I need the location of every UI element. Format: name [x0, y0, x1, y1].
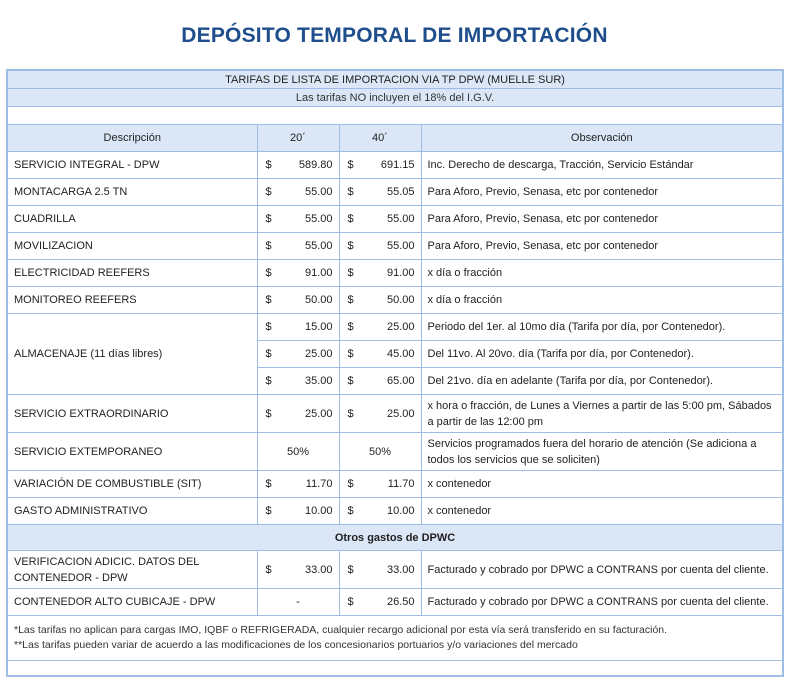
value-40ft: 45.00 — [386, 348, 415, 360]
row-observation: x día o fracción — [421, 287, 783, 314]
row-description: ELECTRICIDAD REEFERS — [7, 260, 257, 287]
currency-symbol: $ — [265, 348, 272, 360]
currency-symbol: $ — [265, 563, 272, 576]
value-40ft: 25.00 — [386, 407, 415, 420]
header-20ft: 20´ — [257, 125, 339, 152]
table-row — [7, 433, 783, 471]
value-20ft: 15.00 — [304, 321, 333, 333]
value-20ft: 55.00 — [304, 240, 333, 252]
currency-symbol: $ — [347, 186, 354, 198]
table-row — [7, 287, 783, 314]
value-20ft: 91.00 — [304, 267, 333, 279]
table-row — [7, 260, 783, 287]
value-40ft: 65.00 — [386, 375, 415, 387]
currency-symbol: $ — [265, 186, 272, 198]
value-20ft: 35.00 — [304, 375, 333, 387]
currency-symbol: $ — [347, 159, 354, 171]
tariff-table — [6, 69, 784, 677]
currency-symbol: $ — [347, 505, 354, 517]
value-40ft: 50.00 — [386, 294, 415, 306]
currency-symbol: $ — [347, 321, 354, 333]
row-description: CONTENEDOR ALTO CUBICAJE - DPW — [7, 589, 257, 616]
value-20ft: 33.00 — [304, 563, 333, 576]
value-40ft: 10.00 — [386, 505, 415, 517]
currency-symbol: $ — [347, 240, 354, 252]
table-row — [7, 395, 783, 433]
table-row — [7, 551, 783, 589]
spacer-row — [7, 661, 783, 677]
value-20ft: 55.00 — [304, 213, 333, 225]
value-20ft: - — [257, 589, 339, 616]
row-description: VERIFICACION ADICIC. DATOS DEL CONTENEDOR - DPW — [7, 551, 257, 589]
value-40ft: 50% — [339, 433, 421, 471]
currency-symbol: $ — [265, 375, 272, 387]
header-40ft: 40´ — [339, 125, 421, 152]
section-header-other-charges: Otros gastos de DPWC — [7, 525, 783, 551]
row-description: GASTO ADMINISTRATIVO — [7, 498, 257, 525]
row-observation: Servicios programados fuera del horario de atención (Se adiciona a todos los servicios que se soliciten) — [421, 433, 783, 471]
currency-symbol: $ — [265, 240, 272, 252]
currency-symbol: $ — [265, 478, 272, 490]
value-20ft: 55.00 — [304, 186, 333, 198]
row-description: VARIACIÓN DE COMBUSTIBLE (SIT) — [7, 471, 257, 498]
currency-symbol: $ — [347, 348, 354, 360]
currency-symbol: $ — [347, 294, 354, 306]
spacer-row — [7, 107, 783, 125]
page-title: DEPÓSITO TEMPORAL DE IMPORTACIÓN — [181, 24, 608, 47]
row-description: SERVICIO EXTRAORDINARIO — [7, 395, 257, 433]
currency-symbol: $ — [347, 375, 354, 387]
row-observation: Para Aforo, Previo, Senasa, etc por contenedor — [421, 206, 783, 233]
row-description: SERVICIO INTEGRAL - DPW — [7, 152, 257, 179]
table-row — [7, 152, 783, 179]
table-row — [7, 471, 783, 498]
row-description: CUADRILLA — [7, 206, 257, 233]
value-40ft: 11.70 — [387, 478, 415, 490]
header-observation: Observación — [421, 125, 783, 152]
value-20ft: 25.00 — [304, 348, 333, 360]
header-description: Descripción — [7, 125, 257, 152]
row-observation: Periodo del 1er. al 10mo día (Tarifa por día, por Contenedor). — [421, 314, 783, 341]
currency-symbol: $ — [347, 478, 354, 490]
value-40ft: 691.15 — [380, 159, 415, 171]
currency-symbol: $ — [347, 213, 354, 225]
table-row — [7, 498, 783, 525]
table-row — [7, 589, 783, 616]
row-description: MONITOREO REEFERS — [7, 287, 257, 314]
value-20ft: 10.00 — [304, 505, 333, 517]
row-description: MOVILIZACION — [7, 233, 257, 260]
row-observation: x hora o fracción, de Lunes a Viernes a partir de las 5:00 pm, Sábados a partir de las 12:00 pm — [421, 395, 783, 433]
value-40ft: 25.00 — [386, 321, 415, 333]
row-observation: Facturado y cobrado por DPWC a CONTRANS por cuenta del cliente. — [421, 551, 783, 589]
value-20ft: 589.80 — [298, 159, 333, 171]
row-observation: x día o fracción — [421, 260, 783, 287]
value-20ft: 50.00 — [304, 294, 333, 306]
table-row — [7, 206, 783, 233]
currency-symbol: $ — [265, 267, 272, 279]
row-observation: Inc. Derecho de descarga, Tracción, Servicio Estándar — [421, 152, 783, 179]
currency-symbol: $ — [265, 213, 272, 225]
value-40ft: 91.00 — [386, 267, 415, 279]
footnotes — [7, 616, 783, 661]
currency-symbol: $ — [347, 596, 354, 608]
value-20ft: 11.70 — [305, 478, 333, 490]
row-observation: Facturado y cobrado por DPWC a CONTRANS por cuenta del cliente. — [421, 589, 783, 616]
row-observation: x contenedor — [421, 498, 783, 525]
currency-symbol: $ — [347, 563, 354, 576]
footnote: **Las tarifas pueden variar de acuerdo a las modificaciones de los concesionarios portuarios y/o variaciones del mercado — [14, 639, 578, 651]
currency-symbol: $ — [265, 159, 272, 171]
storage-description: ALMACENAJE (11 días libres) — [7, 314, 257, 395]
row-observation: Para Aforo, Previo, Senasa, etc por contenedor — [421, 179, 783, 206]
value-20ft: 50% — [257, 433, 339, 471]
table-row — [7, 233, 783, 260]
row-description: SERVICIO EXTEMPORANEO — [7, 433, 257, 471]
row-observation: Para Aforo, Previo, Senasa, etc por contenedor — [421, 233, 783, 260]
table-row — [7, 179, 783, 206]
value-20ft: 25.00 — [304, 407, 333, 420]
currency-symbol: $ — [265, 505, 272, 517]
row-observation: x contenedor — [421, 471, 783, 498]
value-40ft: 55.05 — [386, 186, 415, 198]
table-title: TARIFAS DE LISTA DE IMPORTACION VIA TP DPW (MUELLE SUR) — [7, 70, 783, 89]
currency-symbol: $ — [347, 407, 354, 420]
value-40ft: 55.00 — [386, 213, 415, 225]
row-observation: Del 21vo. día en adelante (Tarifa por día, por Contenedor). — [421, 368, 783, 395]
row-description: MONTACARGA 2.5 TN — [7, 179, 257, 206]
table-row — [7, 314, 783, 341]
value-40ft: 33.00 — [386, 563, 415, 576]
value-40ft: 26.50 — [386, 596, 415, 608]
currency-symbol: $ — [347, 267, 354, 279]
footnote: *Las tarifas no aplican para cargas IMO, IQBF o REFRIGERADA, cualquier recargo adicional por esta vía será transferido en su facturación. — [14, 624, 668, 636]
value-40ft: 55.00 — [386, 240, 415, 252]
row-observation: Del 11vo. Al 20vo. día (Tarifa por día, por Contenedor). — [421, 341, 783, 368]
table-note: Las tarifas NO incluyen el 18% del I.G.V. — [7, 89, 783, 107]
currency-symbol: $ — [265, 294, 272, 306]
currency-symbol: $ — [265, 321, 272, 333]
currency-symbol: $ — [265, 407, 272, 420]
